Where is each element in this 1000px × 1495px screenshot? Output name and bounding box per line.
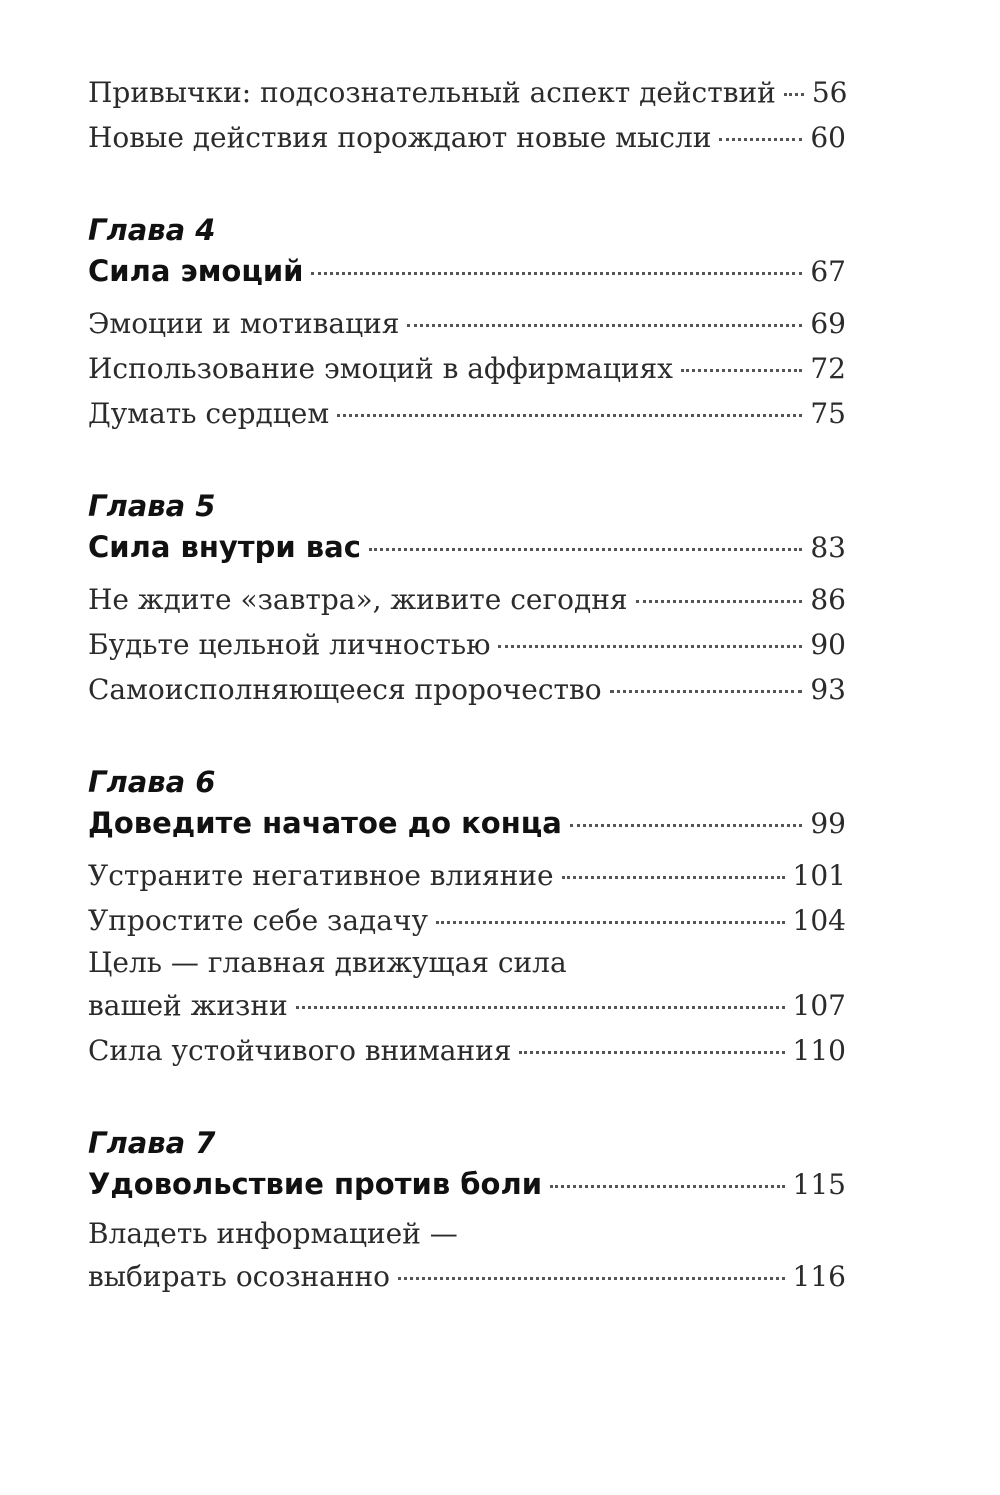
dot-leader (550, 1185, 785, 1188)
dot-leader (369, 548, 802, 551)
chapter-title-row[interactable] (88, 802, 846, 845)
chapter-label: Глава 6 (88, 765, 216, 799)
toc-entry-title: Устраните негативное влияние (88, 859, 554, 892)
toc-entry-page: 60 (810, 121, 846, 154)
toc-entry-page: 90 (810, 628, 846, 661)
toc-entry-page: 104 (792, 904, 846, 937)
toc-entry-title: Упростите себе задачу (88, 904, 428, 937)
chapter-7-section (88, 1123, 846, 1299)
toc-entry-page: 107 (792, 989, 846, 1022)
chapter-title-row[interactable] (88, 250, 846, 293)
toc-entry[interactable] (88, 577, 846, 622)
dot-leader (681, 369, 802, 372)
toc-entry-title: Использование эмоций в аффирмациях (88, 352, 673, 385)
chapter-6-section (88, 762, 846, 1073)
dot-leader (610, 690, 803, 693)
toc-entry[interactable] (88, 853, 846, 898)
chapter-label: Глава 7 (88, 1126, 216, 1160)
toc-entry[interactable] (88, 115, 846, 160)
dot-leader (398, 1277, 785, 1280)
toc-entry-page: 93 (810, 673, 846, 706)
chapter-title-row[interactable] (88, 1163, 846, 1206)
toc-top-block (88, 70, 846, 160)
toc-entry[interactable] (88, 1028, 846, 1073)
dot-leader (784, 93, 804, 96)
toc-entry-title: выбирать осознанно (88, 1260, 391, 1293)
chapter-page: 115 (792, 1168, 846, 1201)
dot-leader (562, 876, 785, 879)
toc-entry-last-line (88, 983, 846, 1028)
toc-entry-page: 75 (810, 397, 846, 430)
toc-entry[interactable] (88, 346, 846, 391)
table-of-contents (88, 70, 846, 1299)
toc-entry-multiline[interactable] (88, 943, 846, 1028)
dot-leader (719, 138, 802, 141)
toc-entry-title: Новые действия порождают новые мысли (88, 121, 712, 154)
toc-entry[interactable] (88, 898, 846, 943)
dot-leader (570, 824, 803, 827)
chapter-label: Глава 4 (88, 213, 216, 247)
toc-entry-multiline[interactable] (88, 1214, 846, 1299)
toc-entry-title-line1: Цель — главная движущая сила (88, 946, 567, 979)
toc-entry-page: 101 (792, 859, 846, 892)
dot-leader (636, 600, 803, 603)
toc-entry[interactable] (88, 301, 846, 346)
toc-entry-title: Думать сердцем (88, 397, 330, 430)
toc-entry[interactable] (88, 391, 846, 436)
dot-leader (296, 1006, 785, 1009)
toc-entry-page: 116 (792, 1260, 846, 1293)
dot-leader (311, 272, 802, 275)
toc-entry-page: 72 (810, 352, 846, 385)
toc-entry-title-line1: Владеть информацией — (88, 1217, 458, 1250)
chapter-5-section (88, 486, 846, 712)
toc-entry-title: Привычки: подсознательный аспект действий (88, 76, 776, 109)
chapter-page: 67 (810, 255, 846, 288)
toc-entry[interactable] (88, 70, 846, 115)
chapter-title: Удовольствие против боли (88, 1167, 543, 1201)
dot-leader (498, 645, 802, 648)
toc-entry-last-line (88, 1254, 846, 1299)
chapter-title: Доведите начатое до конца (88, 806, 562, 840)
toc-entry[interactable] (88, 667, 846, 712)
chapter-page: 83 (810, 531, 846, 564)
toc-entry-title: Будьте цельной личностью (88, 628, 491, 661)
chapter-4-section (88, 210, 846, 436)
toc-entry-title: Сила устойчивого внимания (88, 1034, 512, 1067)
toc-entry-title: Эмоции и мотивация (88, 307, 400, 340)
toc-entry-title: Самоисполняющееся пророчество (88, 673, 602, 706)
chapter-label: Глава 5 (88, 489, 216, 523)
toc-entry-title: Не ждите «завтра», живите сегодня (88, 583, 628, 616)
dot-leader (519, 1051, 784, 1054)
toc-entry[interactable] (88, 622, 846, 667)
dot-leader (337, 414, 802, 417)
toc-entry-page: 56 (811, 76, 848, 109)
toc-entry-page: 86 (810, 583, 846, 616)
chapter-page: 99 (810, 807, 846, 840)
toc-entry-page: 69 (810, 307, 846, 340)
dot-leader (436, 921, 785, 924)
chapter-title: Сила эмоций (88, 254, 304, 288)
dot-leader (407, 324, 802, 327)
chapter-title-row[interactable] (88, 526, 846, 569)
toc-entry-page: 110 (792, 1034, 846, 1067)
chapter-title: Сила внутри вас (88, 530, 361, 564)
toc-entry-title: вашей жизни (88, 989, 288, 1022)
